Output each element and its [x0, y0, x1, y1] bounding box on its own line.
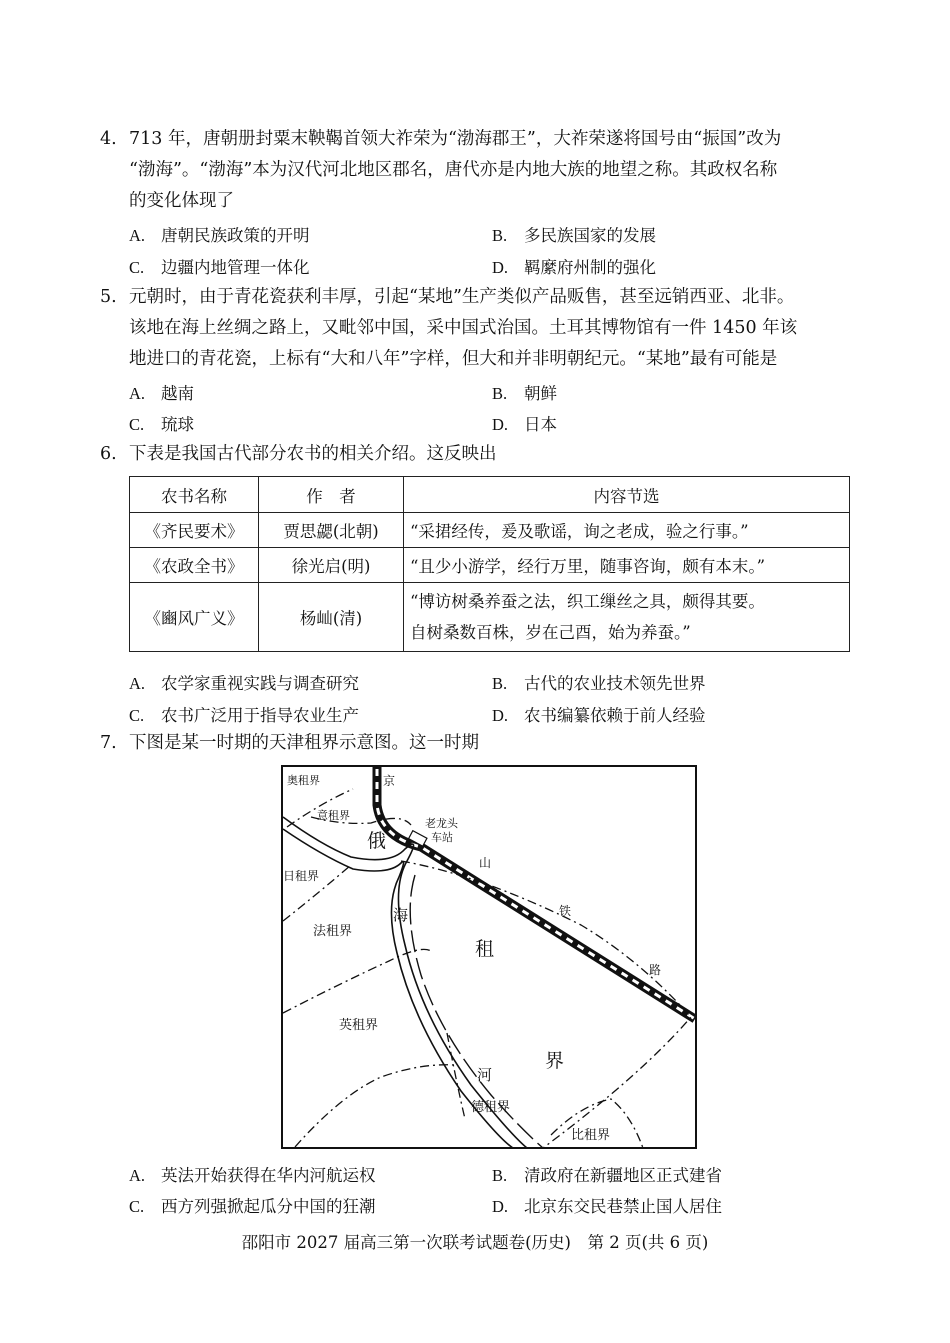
label-rail-1: 京 — [383, 774, 396, 788]
label-river-1: 海 — [393, 906, 409, 924]
map-drawing — [281, 765, 697, 1149]
question-7 — [100, 728, 855, 759]
question-number: 6. — [100, 444, 117, 464]
stem-line: 的变化体现了 — [129, 191, 234, 211]
label-japan: 日租界 — [283, 869, 320, 883]
option-c[interactable]: C. 琉球 — [129, 415, 194, 434]
option-d[interactable]: D. 北京东交民巷禁止国人居住 — [492, 1197, 722, 1216]
book-name: 《豳风广义》 — [130, 583, 259, 652]
stem-line: 713 年，唐朝册封粟末鞅鞨首领大祚荣为“渤海郡王”，大祚荣遂将国号由“振国”改为 — [129, 129, 782, 149]
option-b[interactable]: B. 朝鲜 — [492, 384, 557, 403]
stem-line: 下表是我国古代部分农书的相关介绍。这反映出 — [129, 444, 497, 464]
table-row — [130, 548, 850, 583]
option-d[interactable]: D. 农书编纂依赖于前人经验 — [492, 706, 706, 725]
label-rail-4: 路 — [649, 963, 662, 977]
question-stem — [129, 282, 855, 375]
book-name: 《齐民要术》 — [130, 513, 259, 548]
label-britain: 英租界 — [339, 1018, 379, 1033]
option-a[interactable]: A. 农学家重视实践与调查研究 — [129, 674, 359, 693]
label-belgium: 比租界 — [571, 1128, 611, 1143]
question-number: 7. — [100, 733, 117, 753]
label-river-2: 河 — [477, 1066, 493, 1084]
book-content: “采捃经传，爰及歌谣，询之老成，验之行事。” — [404, 513, 850, 548]
label-russia-2: 租 — [475, 938, 495, 960]
label-station-1: 老龙头 — [425, 817, 458, 830]
stem-line: 该地在海上丝绸之路上，又毗邻中国，采中国式治国。土耳其博物馆有一件 1450 年该 — [129, 318, 798, 338]
option-b[interactable]: B. 清政府在新疆地区正式建省 — [492, 1166, 722, 1185]
label-italy: 意租界 — [317, 809, 350, 822]
question-stem — [129, 124, 855, 217]
label-germany: 德租界 — [471, 1100, 511, 1115]
book-content — [404, 583, 850, 652]
label-france: 法租界 — [313, 924, 353, 939]
option-d[interactable]: D. 日本 — [492, 415, 557, 434]
option-c[interactable]: C. 西方列强掀起瓜分中国的狂潮 — [129, 1197, 376, 1216]
book-author: 杨屾(清) — [259, 583, 404, 652]
question-number: 4. — [100, 129, 117, 149]
option-a[interactable]: A. 唐朝民族政策的开明 — [129, 226, 310, 245]
question-stem — [129, 728, 855, 759]
table-header-row — [130, 477, 850, 513]
content-line: “博访树桑养蚕之法，织工缫丝之具，颇得其要。 — [410, 592, 765, 611]
content-line: 自树桑数百株，岁在己酉，始为养蚕。” — [410, 623, 691, 642]
agricultural-books-table — [129, 476, 850, 652]
question-4 — [100, 124, 855, 217]
book-name: 《农政全书》 — [130, 548, 259, 583]
table-row — [130, 513, 850, 548]
book-author: 徐光启(明) — [259, 548, 404, 583]
label-russia-3: 界 — [545, 1050, 565, 1072]
stem-line: 元朝时，由于青花瓷获利丰厚，引起“某地”生产类似产品贩售，甚至远销西亚、北非。 — [129, 287, 795, 307]
option-d[interactable]: D. 羁縻府州制的强化 — [492, 258, 656, 277]
question-stem — [129, 439, 855, 470]
option-a[interactable]: A. 英法开始获得在华内河航运权 — [129, 1166, 376, 1185]
header-content: 内容节选 — [404, 477, 850, 513]
book-content: “且少小游学，经行万里，随事咨询，颇有本末。” — [404, 548, 850, 583]
option-c[interactable]: C. 边疆内地管理一体化 — [129, 258, 310, 277]
option-b[interactable]: B. 古代的农业技术领先世界 — [492, 674, 706, 693]
stem-line: “渤海”。“渤海”本为汉代河北地区郡名，唐代亦是内地大族的地望之称。其政权名称 — [129, 160, 778, 180]
header-book-name: 农书名称 — [130, 477, 259, 513]
option-b[interactable]: B. 多民族国家的发展 — [492, 226, 656, 245]
option-a[interactable]: A. 越南 — [129, 384, 194, 403]
page-footer: 邵阳市 2027 届高三第一次联考试题卷(历史) 第 2 页(共 6 页) — [241, 1233, 709, 1252]
label-austria: 奥租界 — [287, 774, 320, 787]
label-rail-3: 铁 — [559, 904, 572, 918]
question-number: 5. — [100, 287, 117, 307]
label-russia-1: 俄 — [367, 830, 387, 852]
question-5 — [100, 282, 855, 375]
label-rail-2: 山 — [479, 856, 492, 870]
table-row — [130, 583, 850, 652]
tianjin-concessions-map — [281, 765, 697, 1149]
stem-line: 下图是某一时期的天津租界示意图。这一时期 — [129, 733, 479, 753]
label-station-2: 车站 — [431, 831, 453, 844]
stem-line: 地进口的青花瓷，上标有“大和八年”字样，但大和并非明朝纪元。“某地”最有可能是 — [129, 349, 778, 369]
book-author: 贾思勰(北朝) — [259, 513, 404, 548]
option-c[interactable]: C. 农书广泛用于指导农业生产 — [129, 706, 359, 725]
question-6 — [100, 439, 855, 470]
header-author: 作 者 — [259, 477, 404, 513]
